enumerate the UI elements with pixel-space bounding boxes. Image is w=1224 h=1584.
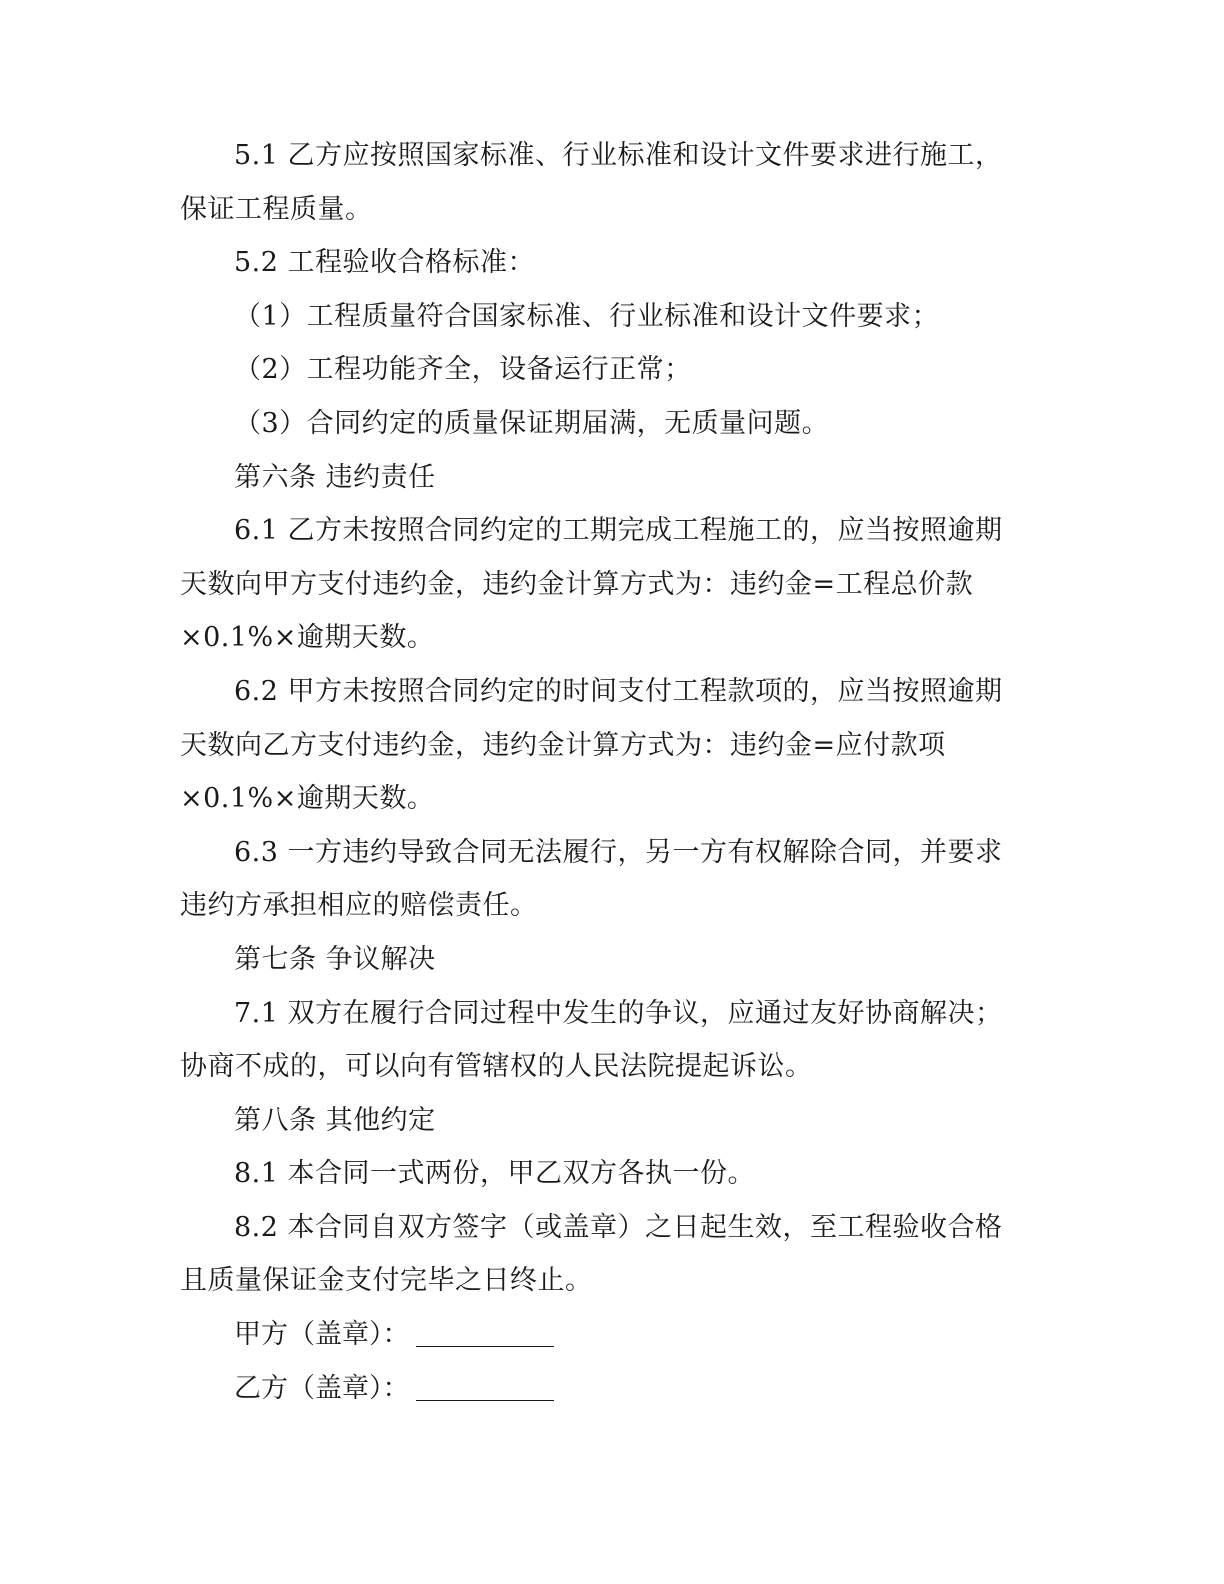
party-a-signature-blank[interactable] (416, 1324, 554, 1347)
party-a-signature (180, 1308, 1016, 1362)
party-b-signature (180, 1362, 1016, 1416)
criterion-1: （1）工程质量符合国家标准、行业标准和设计文件要求； (234, 300, 940, 332)
article-6-heading: 第六条 违约责任 (234, 461, 436, 493)
clause-6-3 (180, 826, 1016, 933)
clause-8-2-line-2: 且质量保证金支付完毕之日终止。 (180, 1265, 593, 1297)
document-page (180, 129, 1016, 1415)
clause-5-1-line-2: 保证工程质量。 (180, 193, 373, 225)
clause-5-2: 5.2 工程验收合格标准： (234, 247, 536, 279)
clause-6-2 (180, 665, 1016, 826)
clause-6-3-line-2: 违约方承担相应的赔偿责任。 (180, 890, 538, 922)
clause-5-1-line-1: 5.1 乙方应按照国家标准、行业标准和设计文件要求进行施工， (234, 140, 1003, 171)
clause-6-1-line-1: 6.1 乙方未按照合同约定的工期完成工程施工的，应当按照逾期 (234, 515, 1003, 547)
clause-5-1 (180, 129, 1016, 236)
clause-7-1-line-1: 7.1 双方在履行合同过程中发生的争议，应通过友好协商解决； (234, 997, 1003, 1029)
criterion-3: （3）合同约定的质量保证期届满，无质量问题。 (234, 407, 830, 439)
clause-6-1 (180, 504, 1016, 665)
party-b-label: 乙方（盖章）： (234, 1372, 410, 1404)
clause-8-1: 8.1 本合同一式两份，甲乙双方各执一份。 (234, 1158, 756, 1190)
clause-8-2 (180, 1201, 1016, 1308)
clause-6-1-line-2: 天数向甲方支付违约金，违约金计算方式为：违约金=工程总价款 (180, 568, 974, 600)
clause-6-3-line-1: 6.3 一方违约导致合同无法履行，另一方有权解除合同，并要求 (234, 836, 1003, 868)
article-8-heading: 第八条 其他约定 (234, 1104, 436, 1136)
clause-7-1 (180, 987, 1016, 1094)
clause-6-2-line-3: ×0.1%×逾期天数。 (180, 783, 435, 815)
clause-6-1-line-3: ×0.1%×逾期天数。 (180, 622, 435, 654)
criterion-2: （2）工程功能齐全，设备运行正常； (234, 354, 692, 386)
clause-6-2-line-1: 6.2 甲方未按照合同约定的时间支付工程款项的，应当按照逾期 (234, 675, 1003, 707)
party-b-signature-blank[interactable] (416, 1378, 554, 1401)
party-a-label: 甲方（盖章）： (234, 1319, 410, 1351)
article-7-heading: 第七条 争议解决 (234, 943, 436, 975)
clause-8-2-line-1: 8.2 本合同自双方签字（或盖章）之日起生效，至工程验收合格 (234, 1211, 1003, 1243)
clause-6-2-line-2: 天数向乙方支付违约金，违约金计算方式为：违约金=应付款项 (180, 729, 946, 761)
clause-7-1-line-2: 协商不成的，可以向有管辖权的人民法院提起诉讼。 (180, 1051, 813, 1083)
